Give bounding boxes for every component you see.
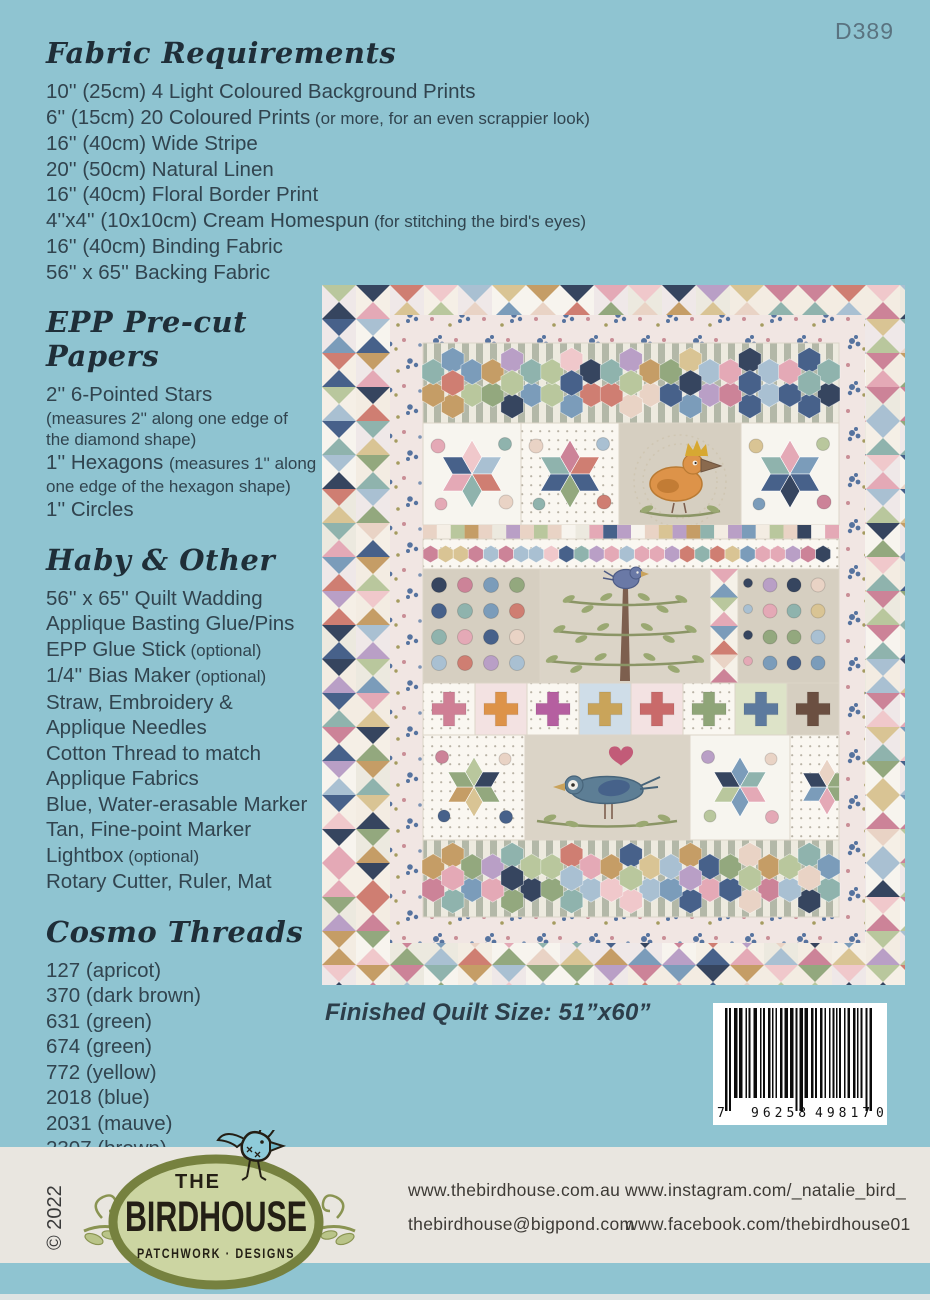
item-text: EPP Glue Stick xyxy=(46,637,186,661)
item-text: 4''x4'' (10x10cm) Cream Homespun xyxy=(46,208,370,232)
item-text: 631 (green) xyxy=(46,1009,152,1033)
section-heading: Fabric Requirements xyxy=(46,36,397,70)
item-text: 6'' (15cm) 20 Coloured Prints xyxy=(46,105,311,129)
item-text: Applique Needles xyxy=(46,716,207,739)
list-item xyxy=(46,690,338,741)
list-item xyxy=(46,260,656,286)
list-item xyxy=(46,586,338,612)
logo-name: BIRDHOUSE xyxy=(125,1193,307,1241)
list-item xyxy=(46,869,338,895)
item-text: 10'' (25cm) 4 Light Coloured Background Prints xyxy=(46,80,476,103)
item-note: (measures 1'' along xyxy=(168,453,317,473)
section-heading: Haby & Other xyxy=(46,542,276,577)
item-text: 772 (yellow) xyxy=(46,1060,157,1084)
item-text: 1'' Hexagons xyxy=(46,450,169,474)
item-text: 16'' (40cm) Floral Border Print xyxy=(46,183,319,206)
section-cosmo-threads xyxy=(46,915,338,1162)
list-item xyxy=(46,208,656,235)
list-item xyxy=(46,983,338,1009)
item-text: Applique Basting Glue/Pins xyxy=(46,612,295,635)
list-item xyxy=(46,382,338,450)
item-text: 20'' (50cm) Natural Linen xyxy=(46,157,274,181)
item-text: 127 (apricot) xyxy=(46,958,162,982)
facebook-url: www.facebook.com/thebirdhouse01 xyxy=(625,1214,911,1234)
item-note: (optional) xyxy=(123,846,200,866)
list-item xyxy=(46,663,338,690)
barcode xyxy=(713,1003,887,1125)
list-item xyxy=(46,1009,338,1035)
item-text: 2'' 6-Pointed Stars xyxy=(46,383,213,406)
list-item xyxy=(46,843,338,870)
item-note: (optional) xyxy=(190,667,267,686)
logo-the: THE xyxy=(175,1171,221,1193)
item-text: Applique Fabrics xyxy=(46,767,199,790)
list-item xyxy=(46,157,656,183)
list-item xyxy=(46,1085,338,1111)
item-note: (or more, for an even scrappier look) xyxy=(310,108,590,128)
section-haby-and-other xyxy=(46,543,338,895)
list-item xyxy=(46,497,338,523)
item-text: Straw, Embroidery & xyxy=(46,690,233,714)
item-note: (measures 2'' along one edge of xyxy=(46,408,288,428)
item-text: 16'' (40cm) Binding Fabric xyxy=(46,235,283,258)
birdhouse-logo xyxy=(76,1130,361,1298)
barcode-bars xyxy=(713,1003,887,1125)
item-text: Cotton Thread to match xyxy=(46,741,261,765)
section-heading: EPP Pre-cut Papers xyxy=(46,305,248,373)
item-text: Blue, Water-erasable Marker xyxy=(46,792,308,816)
list-item xyxy=(46,637,338,664)
list-item xyxy=(46,131,656,157)
list-item xyxy=(46,105,656,132)
section-fabric-requirements xyxy=(46,36,656,285)
logo-leaf-right-icon xyxy=(320,1195,355,1246)
barcode-digits: 96258 xyxy=(751,1106,811,1121)
item-text: 2031 (mauve) xyxy=(46,1111,173,1135)
item-text: 370 (dark brown) xyxy=(46,984,201,1007)
item-text: Lightbox xyxy=(46,843,124,867)
logo-tagline: PATCHWORK · DESIGNS xyxy=(137,1245,295,1261)
list-item xyxy=(46,182,656,208)
item-text: 56'' x 65'' Backing Fabric xyxy=(46,260,271,284)
item-text: 674 (green) xyxy=(46,1035,152,1058)
list-item xyxy=(46,450,338,498)
barcode-digits: 49817 xyxy=(815,1106,875,1121)
finished-quilt-size: Finished Quilt Size: 51”x60” xyxy=(325,999,651,1026)
item-note: (optional) xyxy=(185,640,262,660)
list-item xyxy=(46,741,338,792)
item-text: 1'' Circles xyxy=(46,498,134,521)
section-epp-precut-papers xyxy=(46,305,338,523)
list-item xyxy=(46,1060,338,1086)
item-note: one edge of the hexagon shape) xyxy=(46,477,291,496)
list-item xyxy=(46,792,338,818)
barcode-digits: 7 xyxy=(717,1106,725,1121)
instagram-url: www.instagram.com/_natalie_bird_ xyxy=(625,1180,906,1200)
website-url: www.thebirdhouse.com.au xyxy=(408,1180,621,1200)
list-item xyxy=(46,79,656,105)
section-heading: Cosmo Threads xyxy=(46,914,304,949)
quilt-photo xyxy=(322,285,905,985)
item-note: (for stitching the bird's eyes) xyxy=(369,211,587,231)
email-address: thebirdhouse@bigpond.com xyxy=(408,1214,635,1234)
pattern-code: D389 xyxy=(835,18,894,44)
item-text: 56'' x 65'' Quilt Wadding xyxy=(46,586,263,610)
list-item xyxy=(46,611,338,637)
copyright: © 2022 xyxy=(44,1185,66,1250)
list-item xyxy=(46,234,656,260)
list-item xyxy=(46,1034,338,1060)
item-note: the diamond shape) xyxy=(46,429,197,449)
item-text: 1/4'' Bias Maker xyxy=(46,664,191,687)
item-text: 16'' (40cm) Wide Stripe xyxy=(46,132,258,155)
list-item xyxy=(46,958,338,984)
item-text: Rotary Cutter, Ruler, Mat xyxy=(46,870,272,893)
item-text: 2018 (blue) xyxy=(46,1086,150,1109)
item-text: Tan, Fine-point Marker xyxy=(46,818,252,841)
list-item xyxy=(46,817,338,843)
barcode-digits: 0 xyxy=(876,1106,884,1121)
